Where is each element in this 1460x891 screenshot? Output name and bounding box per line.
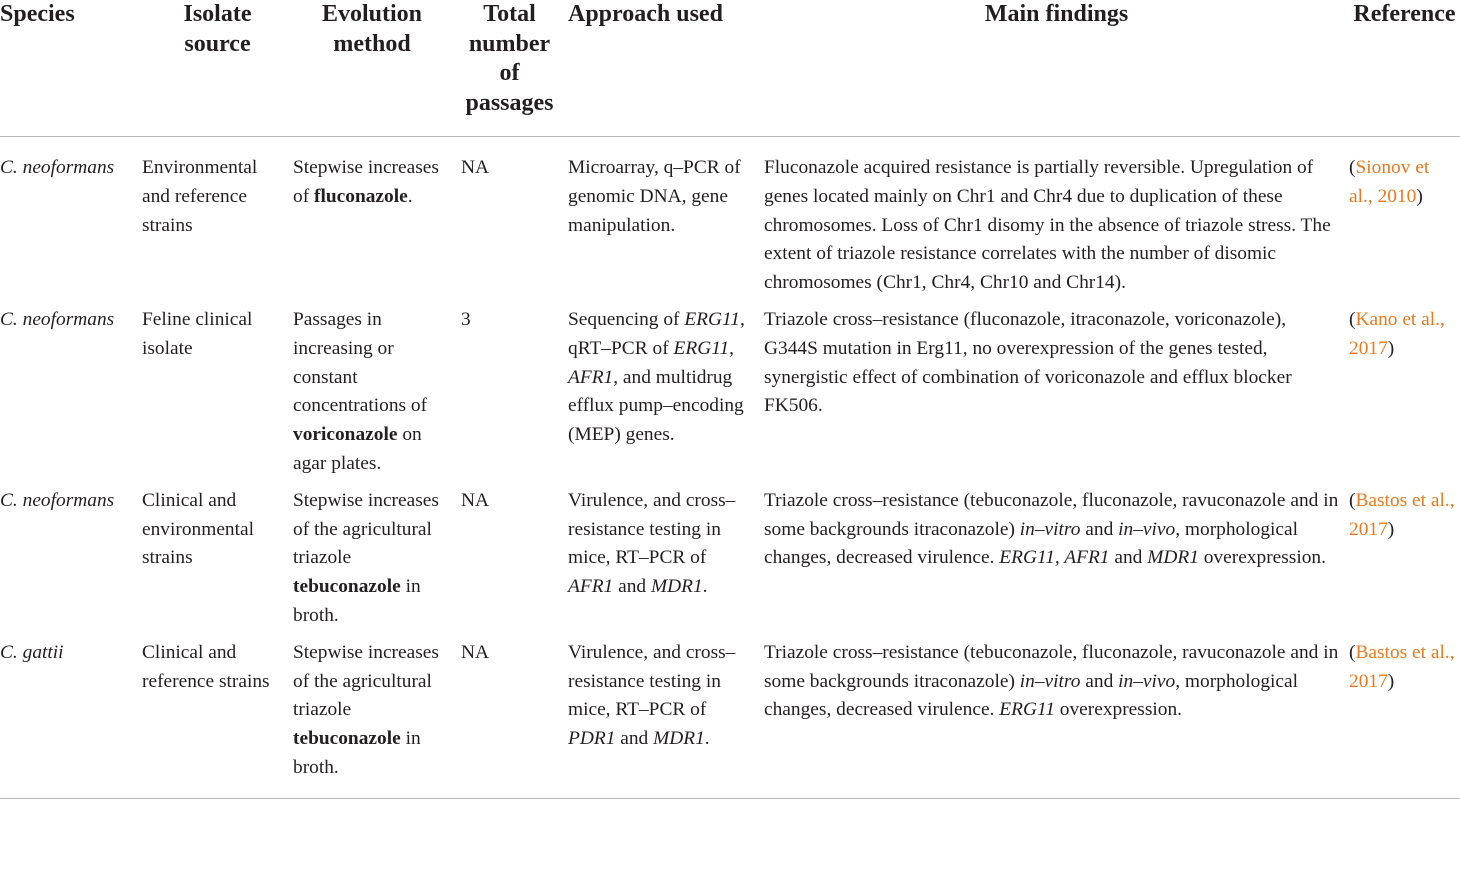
cell-species-text: C. neoformans [0, 308, 115, 330]
cell-species-text: C. neoformans [0, 489, 115, 511]
text-segment: , qRT–PCR of [568, 308, 750, 359]
header-line: source [184, 30, 251, 57]
cell-species [0, 306, 142, 487]
header-row [0, 0, 1460, 137]
header-line: Main findings [984, 1, 1129, 27]
text-segment: AFR1 [568, 366, 614, 388]
cell-isolate-source [142, 137, 293, 306]
text-segment: in–vitro [1019, 518, 1081, 540]
cell-species-text: C. neoformans [0, 157, 115, 178]
cell-evolution-method [293, 306, 451, 487]
text-segment: Virulence, and cross–resistance testing in mice, RT–PCR of [568, 489, 736, 569]
cell-isolate-source [142, 639, 293, 798]
text-segment: Stepwise increases of the agricultural triazole [293, 641, 444, 721]
text-segment: ERG11 [999, 699, 1055, 721]
reference-link[interactable]: Kano et al., 2017 [1349, 308, 1445, 359]
reference-link[interactable]: Bastos et al., 2017 [1349, 641, 1455, 692]
cell-isolate-source-text: Clinical and reference strains [142, 641, 270, 692]
text-segment: Passages in increasing or constant concentrations of [293, 308, 432, 417]
text-segment: in–vivo [1118, 670, 1176, 692]
table-row [0, 487, 1460, 639]
cell-approach-used [568, 306, 764, 487]
header-line: Total [483, 1, 536, 27]
text-segment: ERG11 [673, 337, 730, 359]
cell-isolate-source [142, 487, 293, 639]
text-segment: Stepwise increases of [293, 157, 444, 207]
cell-isolate-source-text: Feline clinical isolate [142, 308, 253, 359]
text-segment: Sequencing of [568, 308, 685, 330]
table-row [0, 137, 1460, 306]
text-segment: ERG11, AFR1 [999, 547, 1110, 569]
header-line: number [468, 30, 551, 57]
text-segment: Fluconazole acquired resistance is partially reversible. Upregulation of genes located mainly on Chr1 and Chr4 due to duplication of these chromosomes. Loss of Chr1 disomy in the absence of triazole stress. The extent of triazole resistance correlates with the number of disomic chromosomes (Chr1, Chr4, Chr10 and Chr14). [764, 157, 1336, 294]
text-segment: , and multidrug efflux pump–encoding (MEP) genes. [568, 366, 749, 446]
text-segment: and [1109, 547, 1148, 569]
cell-total-passages [451, 137, 568, 306]
cell-total-passages-text: NA [461, 641, 490, 663]
cell-main-findings [764, 487, 1349, 639]
text-segment: Virulence, and cross–resistance testing in mice, RT–PCR of [568, 641, 736, 721]
text-segment: in–vivo [1118, 518, 1176, 540]
cell-evolution-method [293, 137, 451, 306]
text-segment: overexpression. [1054, 699, 1183, 721]
cell-isolate-source-text: Clinical and environmental strains [142, 489, 254, 569]
header-line: Approach used [568, 1, 723, 27]
text-segment: . [407, 185, 413, 207]
reference-link[interactable]: Bastos et al., 2017 [1349, 489, 1455, 540]
cell-evolution-method [293, 639, 451, 798]
header-line: Evolution [321, 1, 423, 27]
cell-approach-used [568, 639, 764, 798]
header-approach-used [568, 0, 764, 137]
cell-species [0, 639, 142, 798]
header-line: of [499, 60, 520, 86]
text-segment: MDR1 [1147, 547, 1199, 569]
cell-total-passages-text: NA [461, 157, 490, 178]
text-segment: Microarray, q–PCR of genomic DNA, gene manipulation. [568, 157, 746, 236]
text-segment: Triazole cross–resistance (tebuconazole, fluconazole, ravuconazole and in some backgrounds itraconazole) [764, 489, 1344, 540]
cell-species [0, 487, 142, 639]
text-segment: AFR1 [568, 576, 614, 598]
table-body [0, 137, 1460, 799]
text-segment: voriconazole [293, 424, 398, 446]
cell-evolution-method [293, 487, 451, 639]
cell-reference: (Bastos et al., 2017) [1349, 639, 1460, 798]
header-reference [1349, 0, 1460, 137]
cell-isolate-source-text: Environmental and reference strains [142, 157, 258, 236]
cell-main-findings [764, 639, 1349, 798]
text-segment: in broth. [293, 576, 426, 626]
header-line: passages [465, 89, 554, 116]
cell-reference: (Sionov et al., 2010) [1349, 157, 1430, 207]
header-main-findings [764, 0, 1349, 137]
text-segment: Triazole cross–resistance (fluconazole, itraconazole, voriconazole), G344S mutation in Erg11, no overexpression of the genes tested, synergistic effect of combination of voriconazole and efflux blocker FK506. [764, 308, 1297, 417]
text-segment: Stepwise increases of the agricultural triazole [293, 489, 444, 569]
cell-species [0, 137, 142, 306]
table-row [0, 306, 1460, 487]
text-segment: fluconazole [314, 185, 408, 207]
text-segment: and [1080, 518, 1119, 540]
text-segment: MDR1 [653, 728, 705, 750]
text-segment: tebuconazole [293, 728, 401, 750]
text-segment: tebuconazole [293, 576, 401, 598]
text-segment: overexpression. [1198, 547, 1326, 569]
cell-total-passages [451, 639, 568, 798]
cell-main-findings [764, 137, 1349, 306]
text-segment: and [615, 728, 654, 750]
text-segment: , morphological changes, decreased virulence. [764, 670, 1303, 721]
text-segment: . [702, 576, 708, 598]
text-segment: ERG11 [684, 308, 740, 330]
text-segment: , morphological changes, decreased virulence. [764, 518, 1303, 569]
cell-total-passages [451, 306, 568, 487]
text-segment: , [729, 337, 739, 359]
cell-species-text: C. gattii [0, 641, 64, 663]
reference-link[interactable]: Sionov et al., 2010 [1349, 157, 1430, 207]
cell-total-passages-text: NA [461, 489, 490, 511]
cell-reference: (Bastos et al., 2017) [1349, 489, 1455, 540]
text-segment: Triazole cross–resistance (tebuconazole, fluconazole, ravuconazole and in some backgrounds itraconazole) [764, 641, 1344, 692]
header-species [0, 0, 142, 137]
text-segment: PDR1 [568, 728, 616, 750]
header-isolate-source [142, 0, 293, 137]
cell-total-passages [451, 487, 568, 639]
header-line: Species [0, 1, 75, 27]
cell-isolate-source [142, 306, 293, 487]
cell-reference: (Kano et al., 2017) [1349, 308, 1445, 359]
text-segment: and [613, 576, 651, 598]
header-line: method [333, 30, 411, 57]
text-segment: and [1080, 670, 1119, 692]
cell-approach-used [568, 137, 764, 306]
table-row [0, 639, 1460, 798]
header-total-passages [451, 0, 568, 137]
header-evolution-method [293, 0, 451, 137]
text-segment: in–vitro [1019, 670, 1081, 692]
text-segment: MDR1 [650, 576, 703, 598]
cell-approach-used [568, 487, 764, 639]
text-segment: on agar plates. [293, 424, 427, 474]
header-line: Reference [1353, 1, 1456, 27]
text-segment: . [704, 728, 710, 750]
text-segment: in broth. [293, 728, 426, 778]
header-line: Isolate [183, 1, 252, 27]
cell-main-findings [764, 306, 1349, 487]
cell-total-passages-text: 3 [461, 308, 471, 330]
